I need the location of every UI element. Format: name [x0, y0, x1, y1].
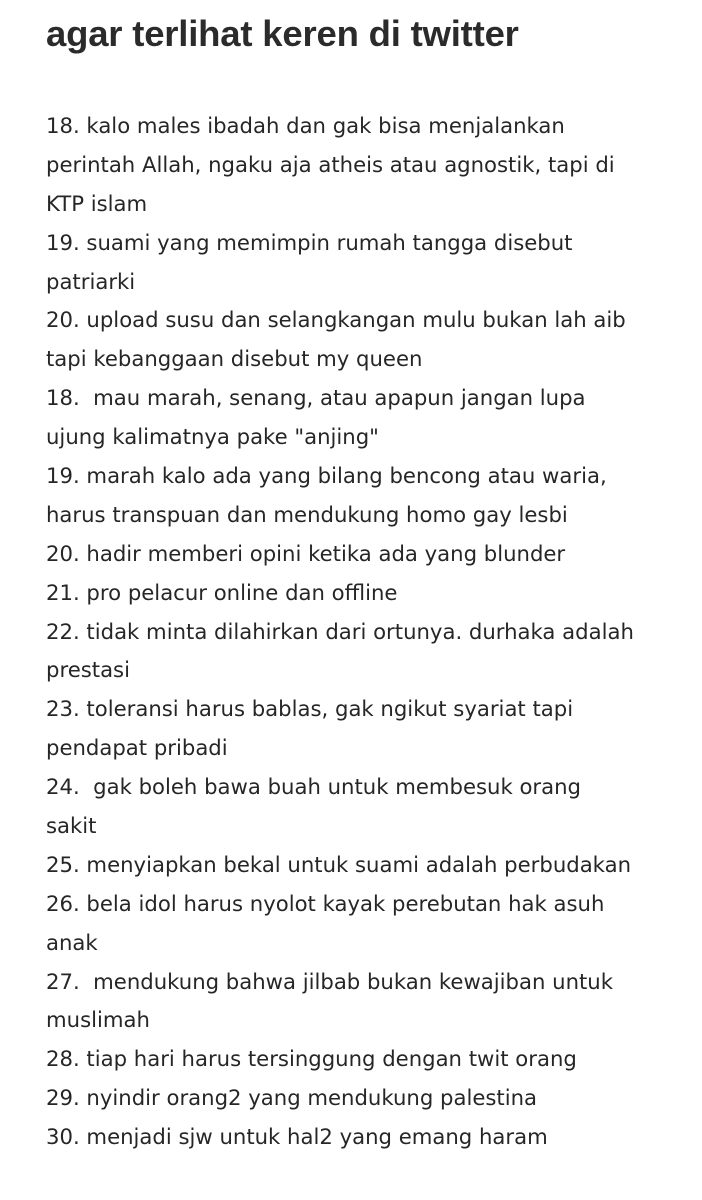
note-line: 25. menyiapkan bekal untuk suami adalah perbudakan: [46, 851, 631, 877]
note-line: 19. marah kalo ada yang bilang bencong atau waria,: [46, 463, 607, 489]
note-line: 27. mendukung bahwa jilbab bukan kewajiban untuk: [46, 968, 614, 994]
note-line: 24. gak boleh bawa buah untuk membesuk orang: [46, 774, 582, 800]
note-line: perintah Allah, ngaku aja atheis atau agnostik, tapi di: [46, 151, 615, 177]
note-line: anak: [46, 929, 98, 955]
note-line: 29. nyindir orang2 yang mendukung palestina: [46, 1085, 538, 1111]
note-line: 22. tidak minta dilahirkan dari ortunya. durhaka adalah: [46, 618, 634, 644]
note-line: tapi kebanggaan disebut my queen: [46, 346, 423, 372]
note-line: prestasi: [46, 657, 130, 683]
note-line: 26. bela idol harus nyolot kayak perebutan hak asuh: [46, 890, 605, 916]
note-line: muslimah: [46, 1007, 150, 1033]
note-line: 30. menjadi sjw untuk hal2 yang emang haram: [46, 1124, 548, 1150]
note-line: 21. pro pelacur online dan offline: [46, 579, 398, 605]
note-title: agar terlihat keren di twitter: [46, 13, 519, 54]
note-line: 20. hadir memberi opini ketika ada yang blunder: [46, 540, 566, 566]
note-line: 23. toleransi harus bablas, gak ngikut syariat tapi: [46, 696, 574, 722]
note-line: harus transpuan dan mendukung homo gay lesbi: [46, 501, 568, 527]
note-line: patriarki: [46, 268, 136, 294]
note-document: [46, 0, 686, 1150]
note-line: ujung kalimatnya pake "anjing": [46, 424, 379, 450]
note-body: [46, 107, 686, 1157]
note-line: 18. mau marah, senang, atau apapun jangan lupa: [46, 385, 586, 411]
note-line: KTP islam: [46, 190, 148, 216]
note-line: 28. tiap hari harus tersinggung dengan twit orang: [46, 1046, 577, 1072]
note-line: 19. suami yang memimpin rumah tangga disebut: [46, 229, 573, 255]
note-line: sakit: [46, 813, 97, 839]
note-line: 18. kalo males ibadah dan gak bisa menjalankan: [46, 113, 565, 138]
note-line: 20. upload susu dan selangkangan mulu bukan lah aib: [46, 307, 626, 333]
note-line: pendapat pribadi: [46, 735, 228, 761]
